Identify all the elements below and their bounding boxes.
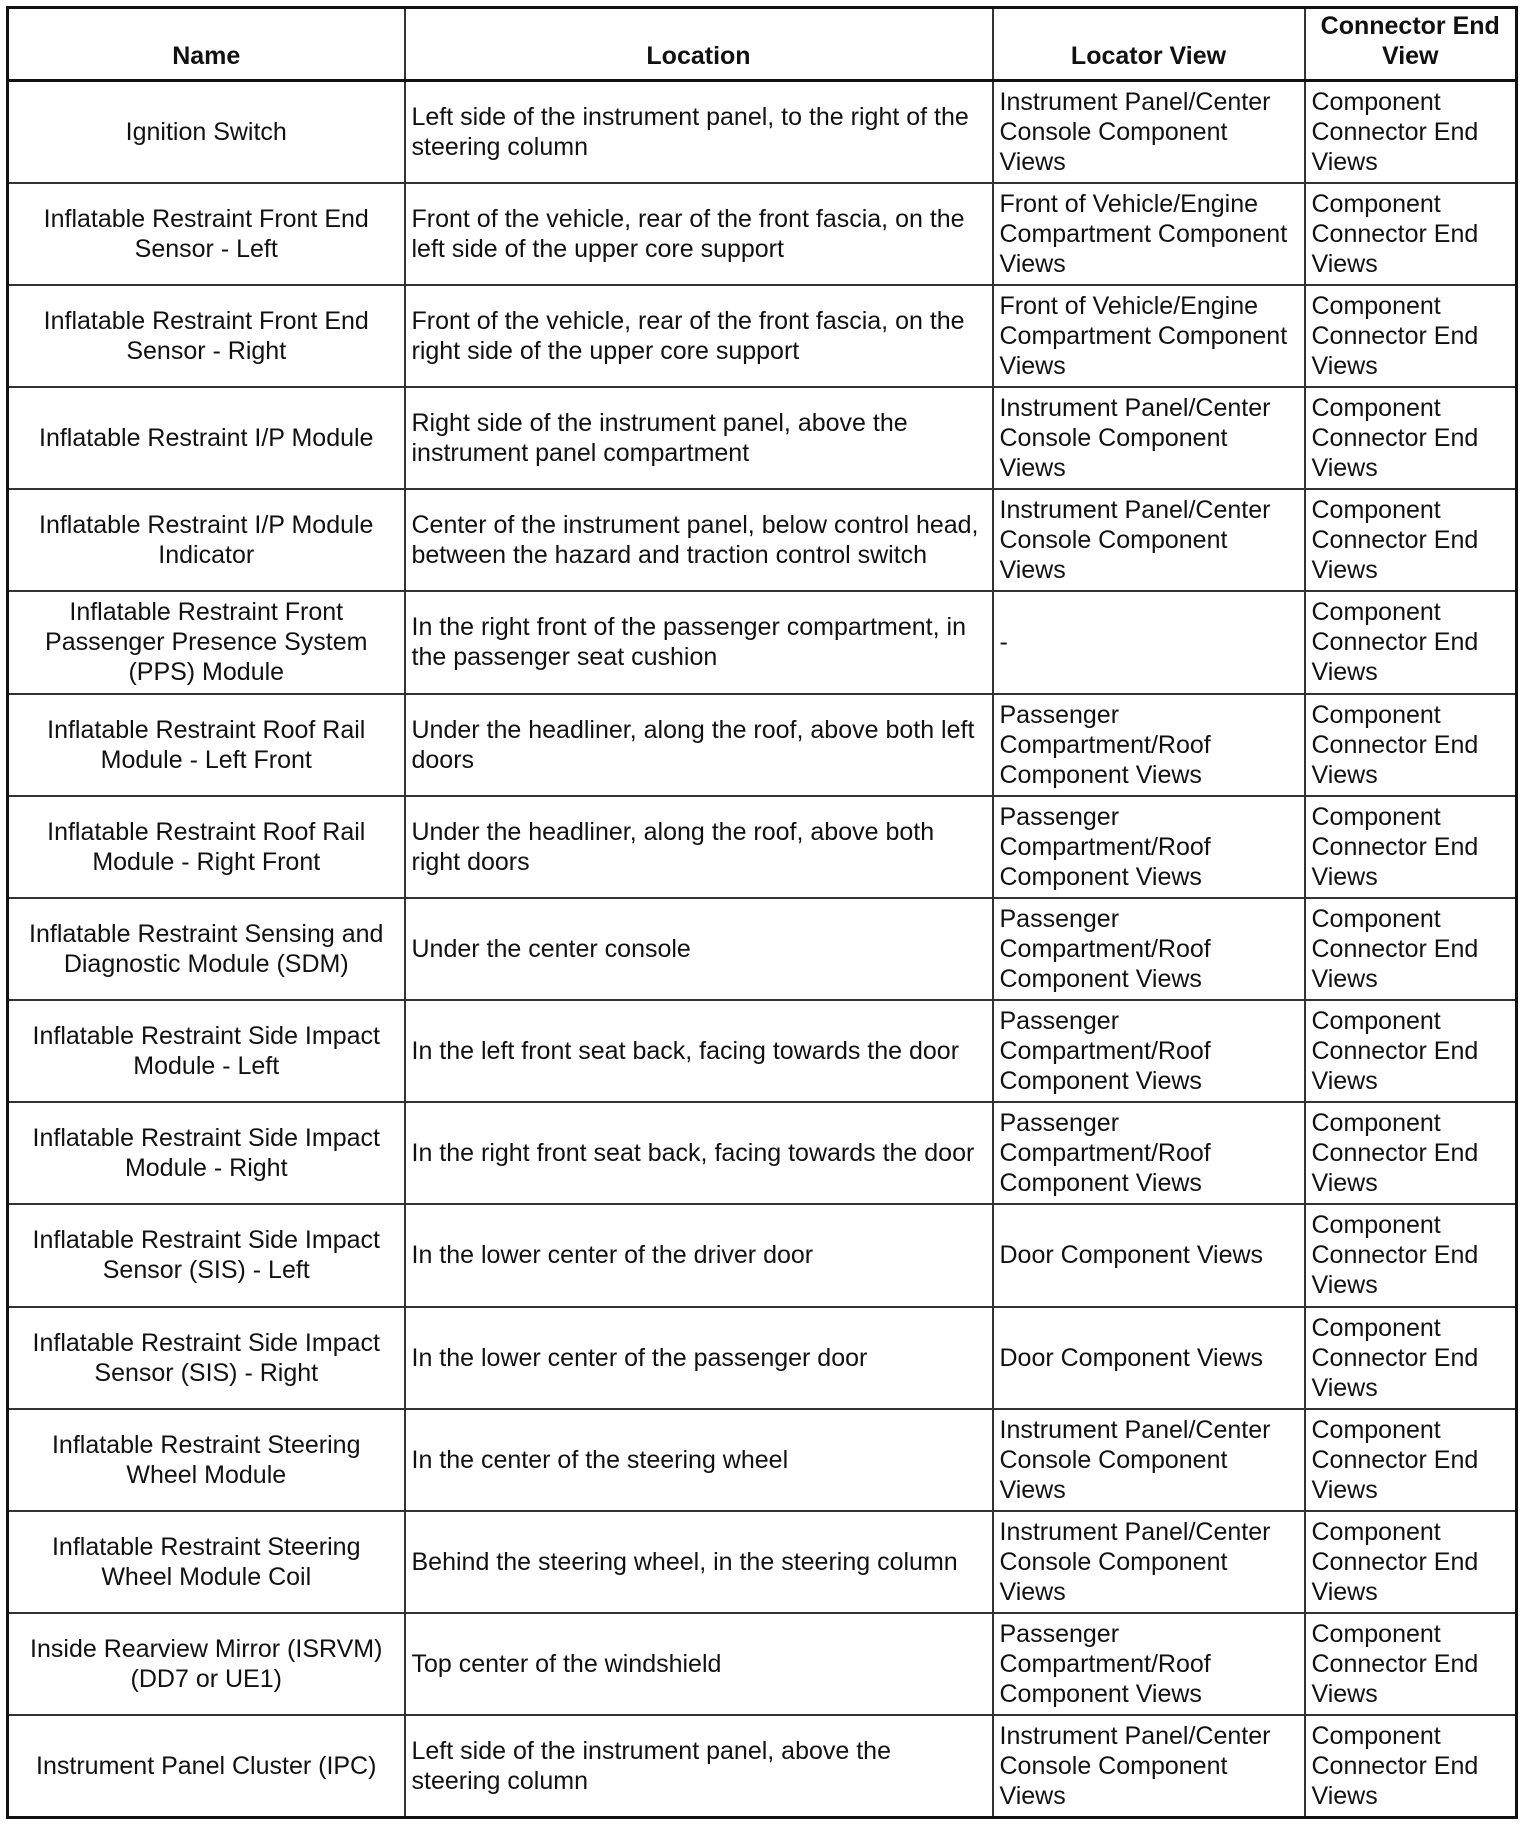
table-row bbox=[8, 1511, 1517, 1613]
cell-locator-view: Door Component Views bbox=[993, 1204, 1305, 1306]
table-row bbox=[8, 591, 1517, 693]
component-location-table bbox=[6, 6, 1518, 1819]
cell-name: Instrument Panel Cluster (IPC) bbox=[8, 1715, 405, 1817]
cell-locator-view: Passenger Compartment/Roof Component Views bbox=[993, 1000, 1305, 1102]
cell-locator-view: Passenger Compartment/Roof Component Views bbox=[993, 1613, 1305, 1715]
cell-location: In the left front seat back, facing towards the door bbox=[405, 1000, 993, 1102]
cell-connector-end-view: Component Connector End Views bbox=[1305, 1000, 1517, 1102]
table-row bbox=[8, 796, 1517, 898]
cell-location: Left side of the instrument panel, above the steering column bbox=[405, 1715, 993, 1817]
cell-name: Inflatable Restraint Steering Wheel Module bbox=[8, 1409, 405, 1511]
cell-name: Inflatable Restraint Roof Rail Module - Right Front bbox=[8, 796, 405, 898]
table-row bbox=[8, 489, 1517, 591]
cell-location: In the lower center of the passenger door bbox=[405, 1307, 993, 1409]
cell-connector-end-view: Component Connector End Views bbox=[1305, 489, 1517, 591]
cell-locator-view: - bbox=[993, 591, 1305, 693]
cell-name: Inflatable Restraint I/P Module bbox=[8, 387, 405, 489]
cell-locator-view: Front of Vehicle/Engine Compartment Component Views bbox=[993, 285, 1305, 387]
cell-connector-end-view: Component Connector End Views bbox=[1305, 81, 1517, 183]
cell-name: Inflatable Restraint Front End Sensor - Right bbox=[8, 285, 405, 387]
cell-location: Behind the steering wheel, in the steering column bbox=[405, 1511, 993, 1613]
table-row bbox=[8, 387, 1517, 489]
cell-name: Inflatable Restraint Front Passenger Presence System (PPS) Module bbox=[8, 591, 405, 693]
cell-locator-view: Instrument Panel/Center Console Component Views bbox=[993, 1511, 1305, 1613]
document-page bbox=[6, 6, 1515, 1819]
cell-name: Inflatable Restraint Side Impact Module - Right bbox=[8, 1102, 405, 1204]
cell-location: Left side of the instrument panel, to the right of the steering column bbox=[405, 81, 993, 183]
cell-connector-end-view: Component Connector End Views bbox=[1305, 1204, 1517, 1306]
table-row bbox=[8, 1715, 1517, 1817]
cell-locator-view: Passenger Compartment/Roof Component Views bbox=[993, 796, 1305, 898]
cell-locator-view: Passenger Compartment/Roof Component Views bbox=[993, 898, 1305, 1000]
cell-locator-view: Instrument Panel/Center Console Component Views bbox=[993, 1409, 1305, 1511]
cell-name: Inflatable Restraint Roof Rail Module - Left Front bbox=[8, 694, 405, 796]
cell-name: Inside Rearview Mirror (ISRVM) (DD7 or UE1) bbox=[8, 1613, 405, 1715]
table-header-row bbox=[8, 8, 1517, 81]
cell-connector-end-view: Component Connector End Views bbox=[1305, 1613, 1517, 1715]
cell-connector-end-view: Component Connector End Views bbox=[1305, 796, 1517, 898]
header-name: Name bbox=[8, 8, 405, 81]
cell-name: Inflatable Restraint Steering Wheel Module Coil bbox=[8, 1511, 405, 1613]
table-row bbox=[8, 1204, 1517, 1306]
cell-location: Center of the instrument panel, below control head, between the hazard and traction control switch bbox=[405, 489, 993, 591]
header-location: Location bbox=[405, 8, 993, 81]
cell-name: Inflatable Restraint I/P Module Indicator bbox=[8, 489, 405, 591]
cell-location: Under the headliner, along the roof, above both left doors bbox=[405, 694, 993, 796]
cell-connector-end-view: Component Connector End Views bbox=[1305, 1409, 1517, 1511]
table-body bbox=[8, 81, 1517, 1818]
cell-name: Inflatable Restraint Sensing and Diagnostic Module (SDM) bbox=[8, 898, 405, 1000]
cell-connector-end-view: Component Connector End Views bbox=[1305, 694, 1517, 796]
cell-location: Right side of the instrument panel, above the instrument panel compartment bbox=[405, 387, 993, 489]
header-locator-view: Locator View bbox=[993, 8, 1305, 81]
cell-connector-end-view: Component Connector End Views bbox=[1305, 1511, 1517, 1613]
cell-location: Top center of the windshield bbox=[405, 1613, 993, 1715]
cell-locator-view: Passenger Compartment/Roof Component Views bbox=[993, 694, 1305, 796]
cell-location: In the center of the steering wheel bbox=[405, 1409, 993, 1511]
cell-name: Inflatable Restraint Side Impact Sensor (SIS) - Left bbox=[8, 1204, 405, 1306]
cell-connector-end-view: Component Connector End Views bbox=[1305, 1102, 1517, 1204]
cell-locator-view: Front of Vehicle/Engine Compartment Component Views bbox=[993, 183, 1305, 285]
cell-name: Inflatable Restraint Side Impact Sensor (SIS) - Right bbox=[8, 1307, 405, 1409]
cell-connector-end-view: Component Connector End Views bbox=[1305, 387, 1517, 489]
table-row bbox=[8, 81, 1517, 183]
cell-location: In the right front seat back, facing towards the door bbox=[405, 1102, 993, 1204]
table-row bbox=[8, 1307, 1517, 1409]
table-row bbox=[8, 1102, 1517, 1204]
cell-connector-end-view: Component Connector End Views bbox=[1305, 591, 1517, 693]
cell-locator-view: Instrument Panel/Center Console Component Views bbox=[993, 489, 1305, 591]
cell-connector-end-view: Component Connector End Views bbox=[1305, 285, 1517, 387]
cell-location: In the right front of the passenger compartment, in the passenger seat cushion bbox=[405, 591, 993, 693]
cell-connector-end-view: Component Connector End Views bbox=[1305, 1715, 1517, 1817]
table-row bbox=[8, 285, 1517, 387]
cell-locator-view: Door Component Views bbox=[993, 1307, 1305, 1409]
cell-locator-view: Instrument Panel/Center Console Component Views bbox=[993, 81, 1305, 183]
table-row bbox=[8, 1613, 1517, 1715]
cell-location: Front of the vehicle, rear of the front fascia, on the left side of the upper core support bbox=[405, 183, 993, 285]
cell-location: Under the center console bbox=[405, 898, 993, 1000]
cell-locator-view: Instrument Panel/Center Console Component Views bbox=[993, 1715, 1305, 1817]
header-connector-end-view: Connector End View bbox=[1305, 8, 1517, 81]
cell-name: Ignition Switch bbox=[8, 81, 405, 183]
table-row bbox=[8, 183, 1517, 285]
table-row bbox=[8, 1409, 1517, 1511]
cell-name: Inflatable Restraint Front End Sensor - Left bbox=[8, 183, 405, 285]
table-row bbox=[8, 898, 1517, 1000]
cell-connector-end-view: Component Connector End Views bbox=[1305, 183, 1517, 285]
cell-location: In the lower center of the driver door bbox=[405, 1204, 993, 1306]
table-row bbox=[8, 1000, 1517, 1102]
cell-locator-view: Instrument Panel/Center Console Component Views bbox=[993, 387, 1305, 489]
table-row bbox=[8, 694, 1517, 796]
cell-connector-end-view: Component Connector End Views bbox=[1305, 1307, 1517, 1409]
cell-locator-view: Passenger Compartment/Roof Component Views bbox=[993, 1102, 1305, 1204]
cell-connector-end-view: Component Connector End Views bbox=[1305, 898, 1517, 1000]
cell-location: Front of the vehicle, rear of the front fascia, on the right side of the upper core support bbox=[405, 285, 993, 387]
cell-location: Under the headliner, along the roof, above both right doors bbox=[405, 796, 993, 898]
cell-name: Inflatable Restraint Side Impact Module - Left bbox=[8, 1000, 405, 1102]
